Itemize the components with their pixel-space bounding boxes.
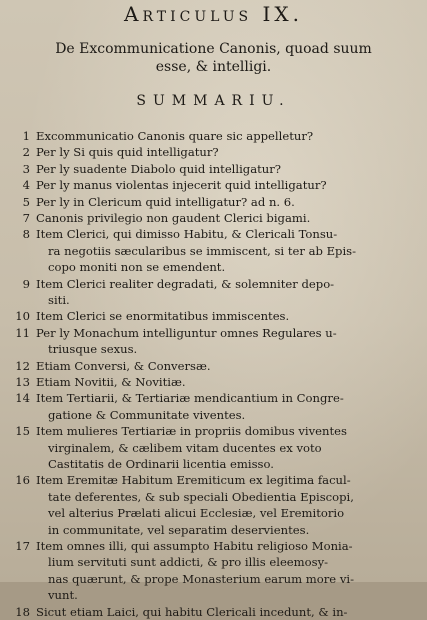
entry-line: triusque sexus. — [48, 342, 138, 357]
summary-entry — [14, 144, 409, 160]
entry-number: 13 — [15, 375, 30, 389]
summary-entry — [14, 390, 409, 423]
entry-line: Per ly manus violentas injecerit quid intelligatur? — [36, 178, 327, 193]
entry-line: in communitate, vel separatim deservientes. — [48, 522, 310, 537]
entry-line: Per ly in Clericum quid intelligatur? ad n. 6. — [36, 194, 295, 209]
entry-line: Item Clerici realiter degradati, & solemniter depo- — [36, 276, 335, 291]
entry-number: 1 — [22, 129, 30, 143]
entry-number: 14 — [15, 391, 30, 406]
entry-number: 10 — [15, 309, 30, 324]
entry-number: 15 — [15, 424, 30, 439]
entry-line: Item mulieres Tertiariæ in propriis domibus viventes — [36, 424, 347, 439]
entry-line: ra negotiis sæcularibus se immiscent, si ter ab Epis- — [48, 243, 357, 258]
summary-entry — [14, 226, 409, 275]
entry-text — [36, 210, 409, 226]
entry-number: 7 — [22, 211, 30, 225]
entry-text — [36, 308, 409, 324]
entry-text — [36, 390, 409, 423]
entry-text — [36, 276, 409, 309]
entry-line: siti. — [48, 293, 70, 307]
entry-number: 3 — [22, 161, 30, 176]
entry-line: Item Clerici, qui dimisso Habitu, & Clericali Tonsu- — [36, 227, 338, 242]
entry-text — [36, 374, 409, 390]
entry-number: 16 — [15, 473, 30, 488]
entry-text — [36, 161, 409, 177]
entry-text — [36, 177, 409, 193]
summary-entry — [14, 374, 409, 390]
entry-line: Castitatis de Ordinarii licentia emisso. — [48, 457, 274, 471]
entry-line: vunt. — [48, 588, 78, 603]
entry-line: vel alterius Prælati alicui Ecclesiæ, vel Eremitorio — [48, 506, 345, 521]
entry-number: 12 — [15, 358, 30, 373]
summary-entry — [14, 128, 409, 144]
summary-entry — [14, 177, 409, 193]
entry-text — [36, 128, 409, 144]
summary-entry — [14, 604, 409, 620]
entry-number: 2 — [22, 145, 30, 160]
entry-number: 4 — [22, 178, 30, 193]
entry-line: Per ly Si quis quid intelligatur? — [36, 145, 219, 160]
entry-line: Item Tertiarii, & Tertiariæ mendicantium in Congre- — [36, 391, 344, 406]
entry-line: virginalem, & cælibem vitam ducentes ex voto — [48, 440, 322, 455]
entry-text — [36, 423, 409, 472]
entry-text — [36, 472, 409, 538]
entry-line: Item Eremitæ Habitum Eremiticum ex legitima facul- — [36, 473, 351, 488]
summary-entry — [14, 276, 409, 309]
article-heading: Articulus IX. — [124, 2, 303, 26]
entry-line: Item Clerici se enormitatibus immiscentes. — [36, 309, 290, 324]
summary-entry — [14, 423, 409, 472]
entry-line: Etiam Conversi, & Conversæ. — [36, 358, 211, 373]
entry-text — [36, 358, 409, 374]
entry-text — [36, 194, 409, 210]
article-subtitle — [0, 40, 427, 76]
entry-text — [36, 144, 409, 160]
entry-text — [36, 226, 409, 275]
entry-number: 17 — [15, 539, 30, 553]
summary-entry — [14, 194, 409, 210]
entry-text — [36, 538, 409, 604]
subtitle-line: esse, & intelligi. — [155, 59, 272, 75]
entry-text — [36, 325, 409, 358]
subtitle-line: De Excommunicatione Canonis, quoad suum — [55, 41, 372, 57]
entry-number: 11 — [15, 325, 30, 340]
summary-entry — [14, 472, 409, 538]
entry-line: gatione & Communitate viventes. — [48, 407, 246, 422]
entry-line: Item omnes illi, qui assumpto Habitu religioso Monia- — [36, 539, 353, 553]
entry-line: nas quærunt, & prope Monasterium earum more vi- — [48, 571, 355, 586]
entry-line: copo moniti non se emendent. — [48, 260, 226, 275]
entry-line: Canonis privilegio non gaudent Clerici bigami. — [36, 211, 311, 225]
entry-number: 18 — [15, 604, 30, 619]
entry-line: Excommunicatio Canonis quare sic appelletur? — [36, 129, 314, 143]
summary-entry — [14, 325, 409, 358]
entry-line: Per ly Monachum intelliguntur omnes Regulares u- — [36, 325, 337, 340]
summary-entry — [14, 210, 409, 226]
summary-heading: SUMMARIU. — [136, 93, 291, 109]
entry-number: 5 — [22, 194, 30, 209]
entry-line: tate deferentes, & sub speciali Obedientia Episcopi, — [48, 489, 354, 504]
entry-line: Sicut etiam Laici, qui habitu Clericali incedunt, & in- — [36, 604, 348, 619]
entry-line: lium servituti sunt addicti, & pro illis eleemosy- — [48, 555, 329, 570]
entry-text — [36, 604, 409, 620]
summary-entry — [14, 161, 409, 177]
summary-entry — [14, 538, 409, 604]
entry-number: 9 — [22, 276, 30, 291]
entry-line: Per ly suadente Diabolo quid intelligatur? — [36, 161, 282, 176]
summary-entry — [14, 308, 409, 324]
entry-line: Etiam Novitii, & Novitiæ. — [36, 375, 186, 389]
entry-number: 8 — [22, 227, 30, 242]
summary-entry — [14, 358, 409, 374]
